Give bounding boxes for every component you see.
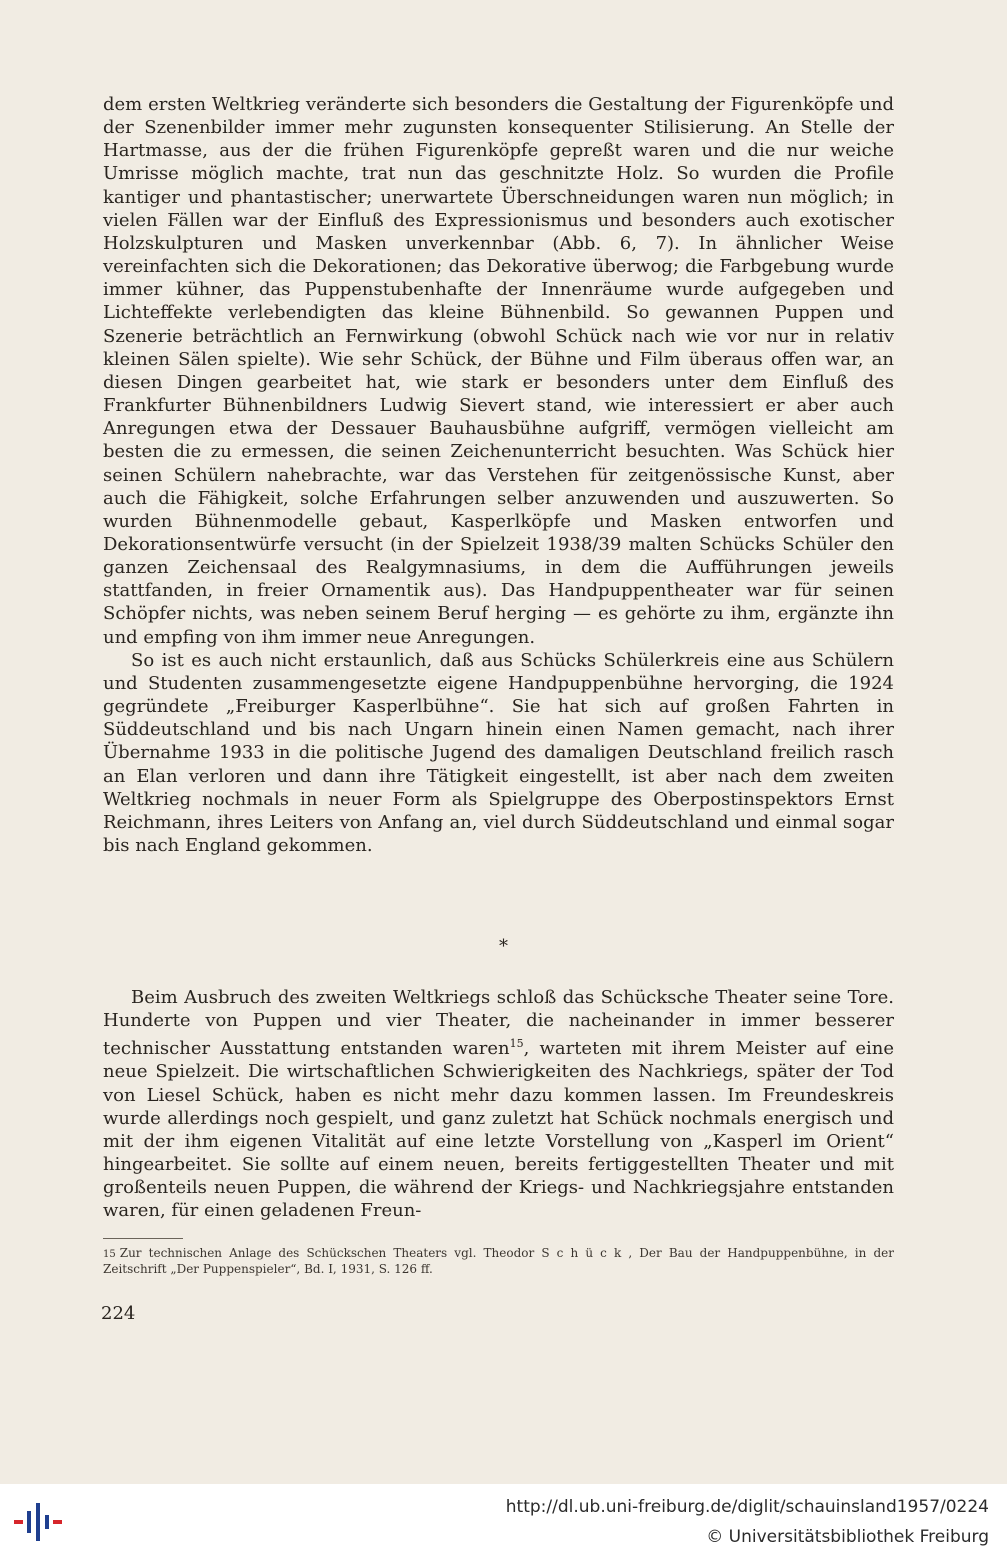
paragraph-continued: dem ersten Weltkrieg veränderte sich besonders die Gestaltung der Figurenköpfe und der Szenenbilder immer mehr zugunsten konsequenter Stilisierung. An Stelle der Hartmasse, aus der die frühen Figurenköpfe gepreßt waren und die nur weiche Umrisse möglich machte, trat nun das geschnitzte Holz. So wurden die Profile kantiger und phantastischer; unerwartete Überschneidungen waren nun möglich; in vielen Fällen war der Einfluß des Expressionismus und besonders auch exotischer Holzskulpturen und Masken unverkennbar (Abb. 6, 7). In ähnlicher Weise vereinfachten sich die Dekorationen; das Dekorative überwog; die Farbgebung wurde immer kühner, das Puppenstubenhafte der Innenräume wurde aufgegeben und Lichteffekte verlebendigten das kleine Bühnenbild. So gewannen Puppen und Szenerie beträchtlich an Fernwirkung (obwohl Schück nach wie vor nur in relativ kleinen Sälen spielte). Wie sehr Schück, der Bühne und Film überaus offen war, an diesen Dingen gearbeitet hat, wie stark er besonders unter dem Einfluß des Frankfurter Bühnenbildners Ludwig Sievert stand, wie interessiert er aber auch Anregungen etwa der Dessauer Bauhausbühne aufgriff, vermögen vielleicht am besten die zu ermessen, die seinen Zeichenunterricht besuchten. Was Schück hier seinen Schülern nahebrachte, war das Verstehen für zeitgenössische Kunst, aber auch die Fähigkeit, solche Erfahrungen selber anzuwenden und auszuwerten. So wurden Bühnenmodelle gebaut, Kasperlköpfe und Masken entworfen und Dekorationsentwürfe versucht (in der Spielzeit 1938/39 malten Schücks Schüler den ganzen Zeichensaal des Realgymnasiums, in dem die Aufführungen jeweils stattfanden, in freier Ornamentik aus). Das Handpuppentheater war für seinen Schöpfer nichts, was neben seinem Beruf herging — es gehörte zu ihm, ergänzte ihn und empfing von ihm immer neue Anregungen. [103,94,894,648]
paragraph-text-part-2: , warteten mit ihrem Meister auf eine neue Spielzeit. Die wirtschaftlichen Schwierigkeiten des Nachkriegs, später der Tod von Liesel Schück, haben es nicht mehr dazu kommen lassen. Im Freundeskreis wurde allerdings noch gespielt, und ganz zuletzt hat Schück nochmals energisch und mit der ihm eigenen Vitalität auf eine letzte Vorstellung von „Kasperl im Orient“ hingearbeitet. Sie sollte auf einem neuen, bereits fertiggestellten Theater und mit großenteils neuen Puppen, die während der Kriegs- und Nachkriegsjahre entstanden waren, für einen geladenen Freun- [103,1038,894,1222]
paragraph-kasperlbuehne: So ist es auch nicht erstaunlich, daß aus Schücks Schülerkreis eine aus Schülern und Studenten zusammengesetzte eigene Handpuppenbühne hervorging, die 1924 gegründete „Freiburger Kasperlbühne“. Sie hat sich auf großen Fahrten in Süddeutschland und bis nach Ungarn hinein einen Namen gemacht, nach ihrer Übernahme 1933 in die politische Jugend des damaligen Deutschland freilich rasch an Elan verloren und dann ihre Tätigkeit eingestellt, ist aber nach dem zweiten Weltkrieg nochmals in neuer Form als Spielgruppe des Oberpostinspektors Ernst Reichmann, ihres Leiters von Anfang an, viel durch Süddeutschland und einmal sogar bis nach England gekommen. [103,649,894,856]
footnote-divider [103,1238,183,1239]
body-text-top [103,93,894,857]
viewer-footer [0,1484,1007,1559]
body-text-bottom [103,986,894,1223]
footnote-reference[interactable]: 15 [509,1037,524,1051]
page-number: 224 [101,1303,136,1324]
paragraph-text-part-1: Beim Ausbruch des zweiten Weltkriegs schloß das Schücksche Theater seine Tore. Hunderte von Puppen und vier Theater, die nacheinander in immer besserer technischer Ausstattung entstanden waren [103,987,894,1060]
footnote-text: Zur technischen Anlage des Schückschen Theaters vgl. Theodor S c h ü c k , Der Bau der Handpuppenbühne, in der Zeitschrift „Der Puppenspieler“, Bd. I, 1931, S. 126 ff. [103,1246,894,1276]
permalink-url[interactable]: http://dl.ub.uni-freiburg.de/diglit/schauinsland1957/0224 [505,1497,989,1517]
paragraph-kriegsausbruch [103,986,894,1223]
copyright-notice: © Universitätsbibliothek Freiburg [706,1527,989,1547]
footnote-number: 15 [103,1249,116,1260]
section-separator: * [499,936,508,957]
ub-freiburg-logo-icon [12,1501,64,1543]
footnote [103,1246,894,1276]
